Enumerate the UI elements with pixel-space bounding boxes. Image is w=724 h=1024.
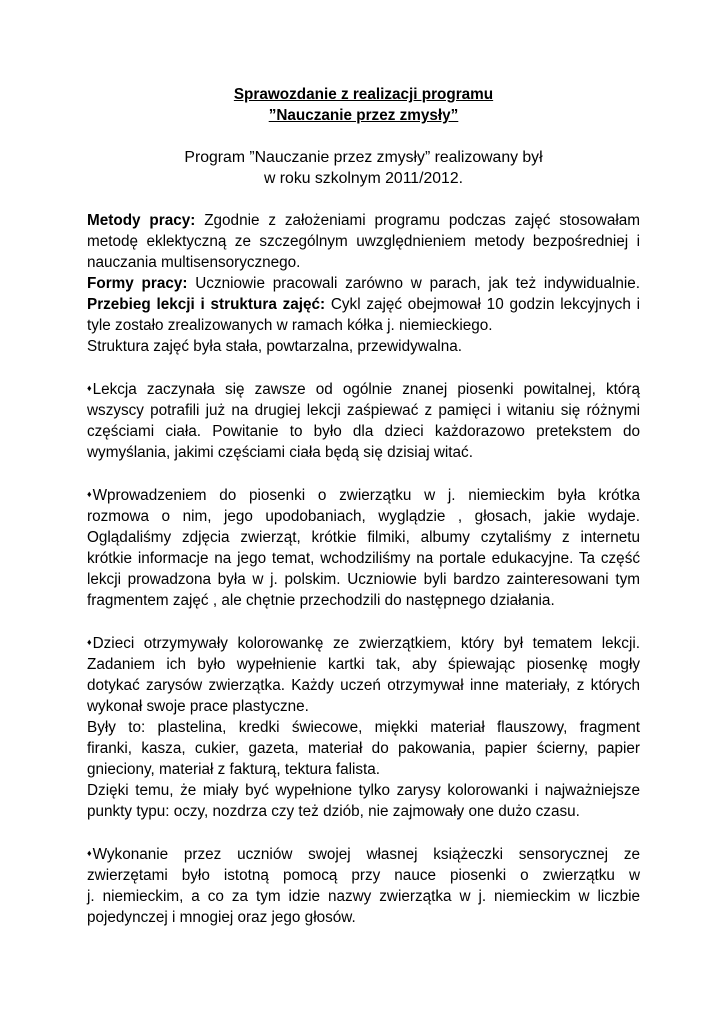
program-info-line-1: Program ”Nauczanie przez zmysły” realizowany był: [184, 149, 543, 166]
bullet-1-line-3: częściami ciała. Powitanie to było dla dzieci każdorazowo pretekstem do: [87, 423, 640, 440]
structure-text: Struktura zajęć była stała, powtarzalna, przewidywalna.: [87, 338, 462, 355]
bullet-2-line-4: krótkie informacje na jego temat, wchodziliśmy na portale edukacyjne. Ta część: [87, 550, 640, 567]
bullet-3-line-6: firanki, kasza, cukier, gazeta, materiał do pakowania, papier ścierny, papier: [87, 740, 640, 757]
forms-label: Formy pracy:: [87, 275, 188, 292]
bullet-2-line-5: lekcji prowadzona była w j. polskim. Uczniowie byli bardzo zainteresowani tym: [87, 571, 640, 588]
diamond-bullet-icon: ♦: [87, 848, 92, 858]
program-info-line-2: w roku szkolnym 2011/2012.: [263, 170, 464, 187]
bullet-2-line-6: fragmentem zajęć , ale chętnie przechodzili do następnego działania.: [87, 592, 555, 609]
bullet-3-line-4: wykonał swoje prace plastyczne.: [87, 698, 309, 715]
report-title: [87, 84, 640, 126]
bullet-paragraph-3: [87, 632, 640, 822]
report-body: [87, 210, 640, 928]
diamond-bullet-icon: ♦: [87, 383, 92, 393]
bullet-4-line-2: zwierzętami było istotną pomocą przy nauce piosenki o zwierzątku w: [87, 867, 640, 884]
bullet-3-line-5: Były to: plastelina, kredki świecowe, miękki materiał flauszowy, fragment: [87, 719, 640, 736]
bullet-3-line-1: Dzieci otrzymywały kolorowankę ze zwierzątkiem, który był tematem lekcji.: [92, 635, 640, 652]
lesson-flow-text-1: Cykl zajęć obejmował 10 godzin lekcyjnych i: [330, 296, 640, 313]
bullet-3-line-7: gnieciony, materiał z fakturą, tektura falista.: [87, 761, 381, 778]
diamond-bullet-icon: ♦: [87, 637, 92, 647]
methods-text-1: Zgodnie z założeniami programu podczas zajęć stosowałam: [204, 212, 641, 229]
bullet-3-line-2: Zadaniem ich było wypełnienie kartki tak, aby śpiewając piosenkę mogły: [87, 656, 640, 673]
bullet-2-line-2: rozmowa o nim, jego upodobaniach, wyglądzie , głosach, jakie wydaje.: [87, 508, 640, 525]
bullet-paragraph-4: [87, 843, 640, 928]
bullet-2-line-1: Wprowadzeniem do piosenki o zwierzątku w j. niemieckim była krótka: [92, 487, 640, 504]
methods-paragraph: [87, 210, 640, 357]
methods-text-2: metodę eklektyczną ze szczególnym uwzględnieniem metody bezpośredniej i: [87, 233, 640, 250]
diamond-bullet-icon: ♦: [87, 489, 92, 499]
bullet-4-line-1: Wykonanie przez uczniów swojej własnej książeczki sensorycznej ze: [92, 846, 640, 863]
bullet-3-line-8: Dzięki temu, że miały być wypełnione tylko zarysy kolorowanki i najważniejsze: [87, 782, 640, 799]
bullet-2-line-3: Oglądaliśmy zdjęcia zwierząt, krótkie filmiki, albumy czytaliśmy z internetu: [87, 529, 640, 546]
bullet-4-line-4: pojedynczej i mnogiej oraz jego głosów.: [87, 909, 356, 926]
bullet-paragraph-1: [87, 378, 640, 463]
methods-text-3: nauczania multisensorycznego.: [87, 254, 301, 271]
forms-text: Uczniowie pracowali zarówno w parach, jak też indywidualnie.: [195, 275, 641, 292]
title-line-1: Sprawozdanie z realizacji programu: [233, 86, 494, 103]
title-line-2: ”Nauczanie przez zmysły”: [268, 107, 459, 124]
methods-label: Metody pracy:: [87, 212, 196, 229]
program-info: [87, 147, 640, 189]
bullet-paragraph-2: [87, 484, 640, 611]
lesson-flow-text-2: tyle zostało zrealizowanych w ramach kółka j. niemieckiego.: [87, 317, 493, 334]
bullet-1-line-1: Lekcja zaczynała się zawsze od ogólnie znanej piosenki powitalnej, którą: [92, 381, 640, 398]
bullet-4-line-3: j. niemieckim, a co za tym idzie nazwy zwierzątka w j. niemieckim w liczbie: [87, 888, 640, 905]
lesson-flow-label: Przebieg lekcji i struktura zajęć:: [87, 296, 326, 313]
bullet-1-line-2: wszyscy potrafili już na drugiej lekcji zaśpiewać z pamięci i witaniu się różnymi: [87, 402, 640, 419]
bullet-3-line-9: punkty typu: oczy, nozdrza czy też dziób, nie zajmowały one dużo czasu.: [87, 803, 580, 820]
bullet-3-line-3: dotykać zarysów zwierzątka. Każdy uczeń otrzymywał inne materiały, z których: [87, 677, 640, 694]
bullet-1-line-4: wymyślania, jakimi częściami ciała będą się dzisiaj witać.: [87, 444, 473, 461]
